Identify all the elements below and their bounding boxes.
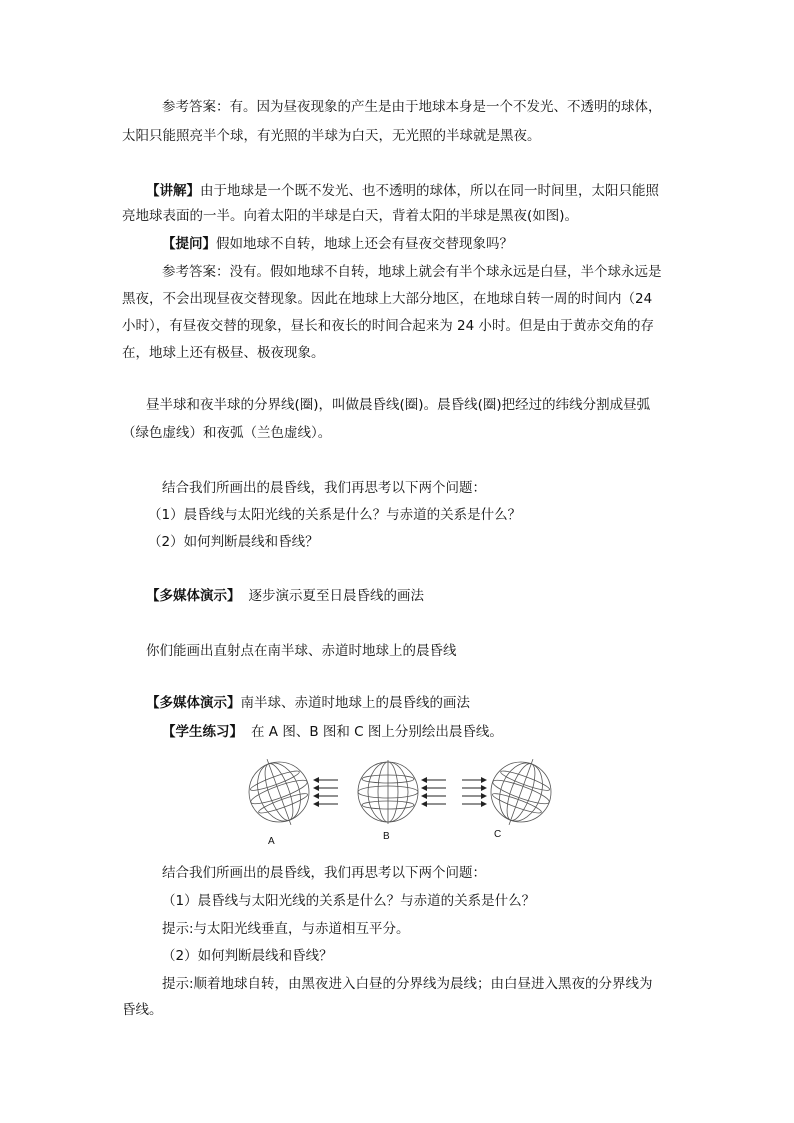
question-line: [162, 234, 513, 254]
hint-line: 提示:顺着地球自转，由黑夜进入白昼的分界线为晨线；由白昼进入黑夜的分界线为: [162, 976, 653, 992]
section-tag: 【多媒体演示】: [146, 588, 241, 604]
globes-illustration: [246, 757, 556, 849]
text-line: 亮地球表面的一半。向着太阳的半球是白天，背着太阳的半球是黑夜(如图)。: [122, 208, 579, 224]
question-item: （2）如何判断晨线和昏线？: [162, 948, 333, 964]
text-line: 太阳只能照亮半个球，有光照的半球为白天，无光照的半球就是黑夜。: [122, 128, 541, 144]
section-tag: 【讲解】: [146, 183, 200, 199]
text-line: 黑夜，不会出现昼夜交替现象。因此在地球上大部分地区，在地球自转一周的时间内（24: [122, 291, 653, 307]
sunlight-arrows-a: [314, 780, 338, 804]
question-item: （1）晨昏线与太阳光线的关系是什么？与赤道的关系是什么？: [148, 507, 522, 523]
text-line: 结合我们所画出的晨昏线，我们再思考以下两个问题：: [162, 480, 486, 496]
text-line: 你们能画出直射点在南半球、赤道时地球上的晨昏线: [146, 643, 457, 659]
figure-label-c: C: [494, 829, 502, 840]
multimedia-demo-line: [146, 693, 470, 713]
text-line: 小时），有昼夜交替的现象，昼长和夜长的时间合起来为 24 小时。但是由于黄赤交角的存: [122, 318, 655, 334]
sunlight-arrows-c: [462, 780, 486, 804]
figure-label-a: A: [268, 836, 275, 847]
figure-label-b: B: [383, 831, 390, 842]
text-line: 参考答案：有。因为昼夜现象的产生是由于地球本身是一个不发光、不透明的球体，: [162, 99, 662, 115]
text-line: 昼半球和夜半球的分界线(圈)，叫做晨昏线(圈)。晨昏线(圈)把经过的纬线分割成昼弧: [146, 397, 651, 413]
section-tag: 【提问】: [162, 236, 216, 252]
section-tag: 【多媒体演示】: [146, 695, 241, 711]
globe-c: [481, 757, 556, 835]
globe-b: [358, 760, 418, 824]
globe-a: [246, 757, 319, 835]
globes-figure: [246, 757, 556, 849]
hint-line: 提示:与太阳光线垂直，与赤道相互平分。: [162, 921, 410, 937]
hint-line: 昏线。: [122, 1002, 163, 1018]
question-item: （2）如何判断晨线和昏线？: [148, 534, 319, 550]
text-span: 假如地球不自转，地球上还会有昼夜交替现象吗？: [216, 236, 513, 252]
text-line: 结合我们所画出的晨昏线，我们再思考以下两个问题：: [162, 865, 486, 881]
sunlight-arrows-b: [422, 780, 446, 804]
text-span: 由于地球是一个既不发光、也不透明的球体，所以在同一时间里，太阳只能照: [200, 183, 659, 199]
text-line: 在，地球上还有极昼、极夜现象。: [122, 345, 325, 361]
text-span: 在 A 图、B 图和 C 图上分别绘出晨昏线。: [251, 724, 503, 740]
text-span: 南半球、赤道时地球上的晨昏线的画法: [240, 695, 470, 711]
question-item: （1）晨昏线与太阳光线的关系是什么？与赤道的关系是什么？: [162, 893, 536, 909]
text-line: 参考答案：没有。假如地球不自转，地球上就会有半个球永远是白昼，半个球永远是: [162, 264, 662, 280]
text-line: [146, 181, 659, 201]
section-tag: 【学生练习】: [162, 724, 243, 740]
multimedia-demo-line: [146, 586, 424, 606]
text-line: （绿色虚线）和夜弧（兰色虚线）。: [122, 425, 332, 441]
text-span: 逐步演示夏至日晨昏线的画法: [248, 588, 424, 604]
student-exercise-line: [162, 722, 503, 742]
